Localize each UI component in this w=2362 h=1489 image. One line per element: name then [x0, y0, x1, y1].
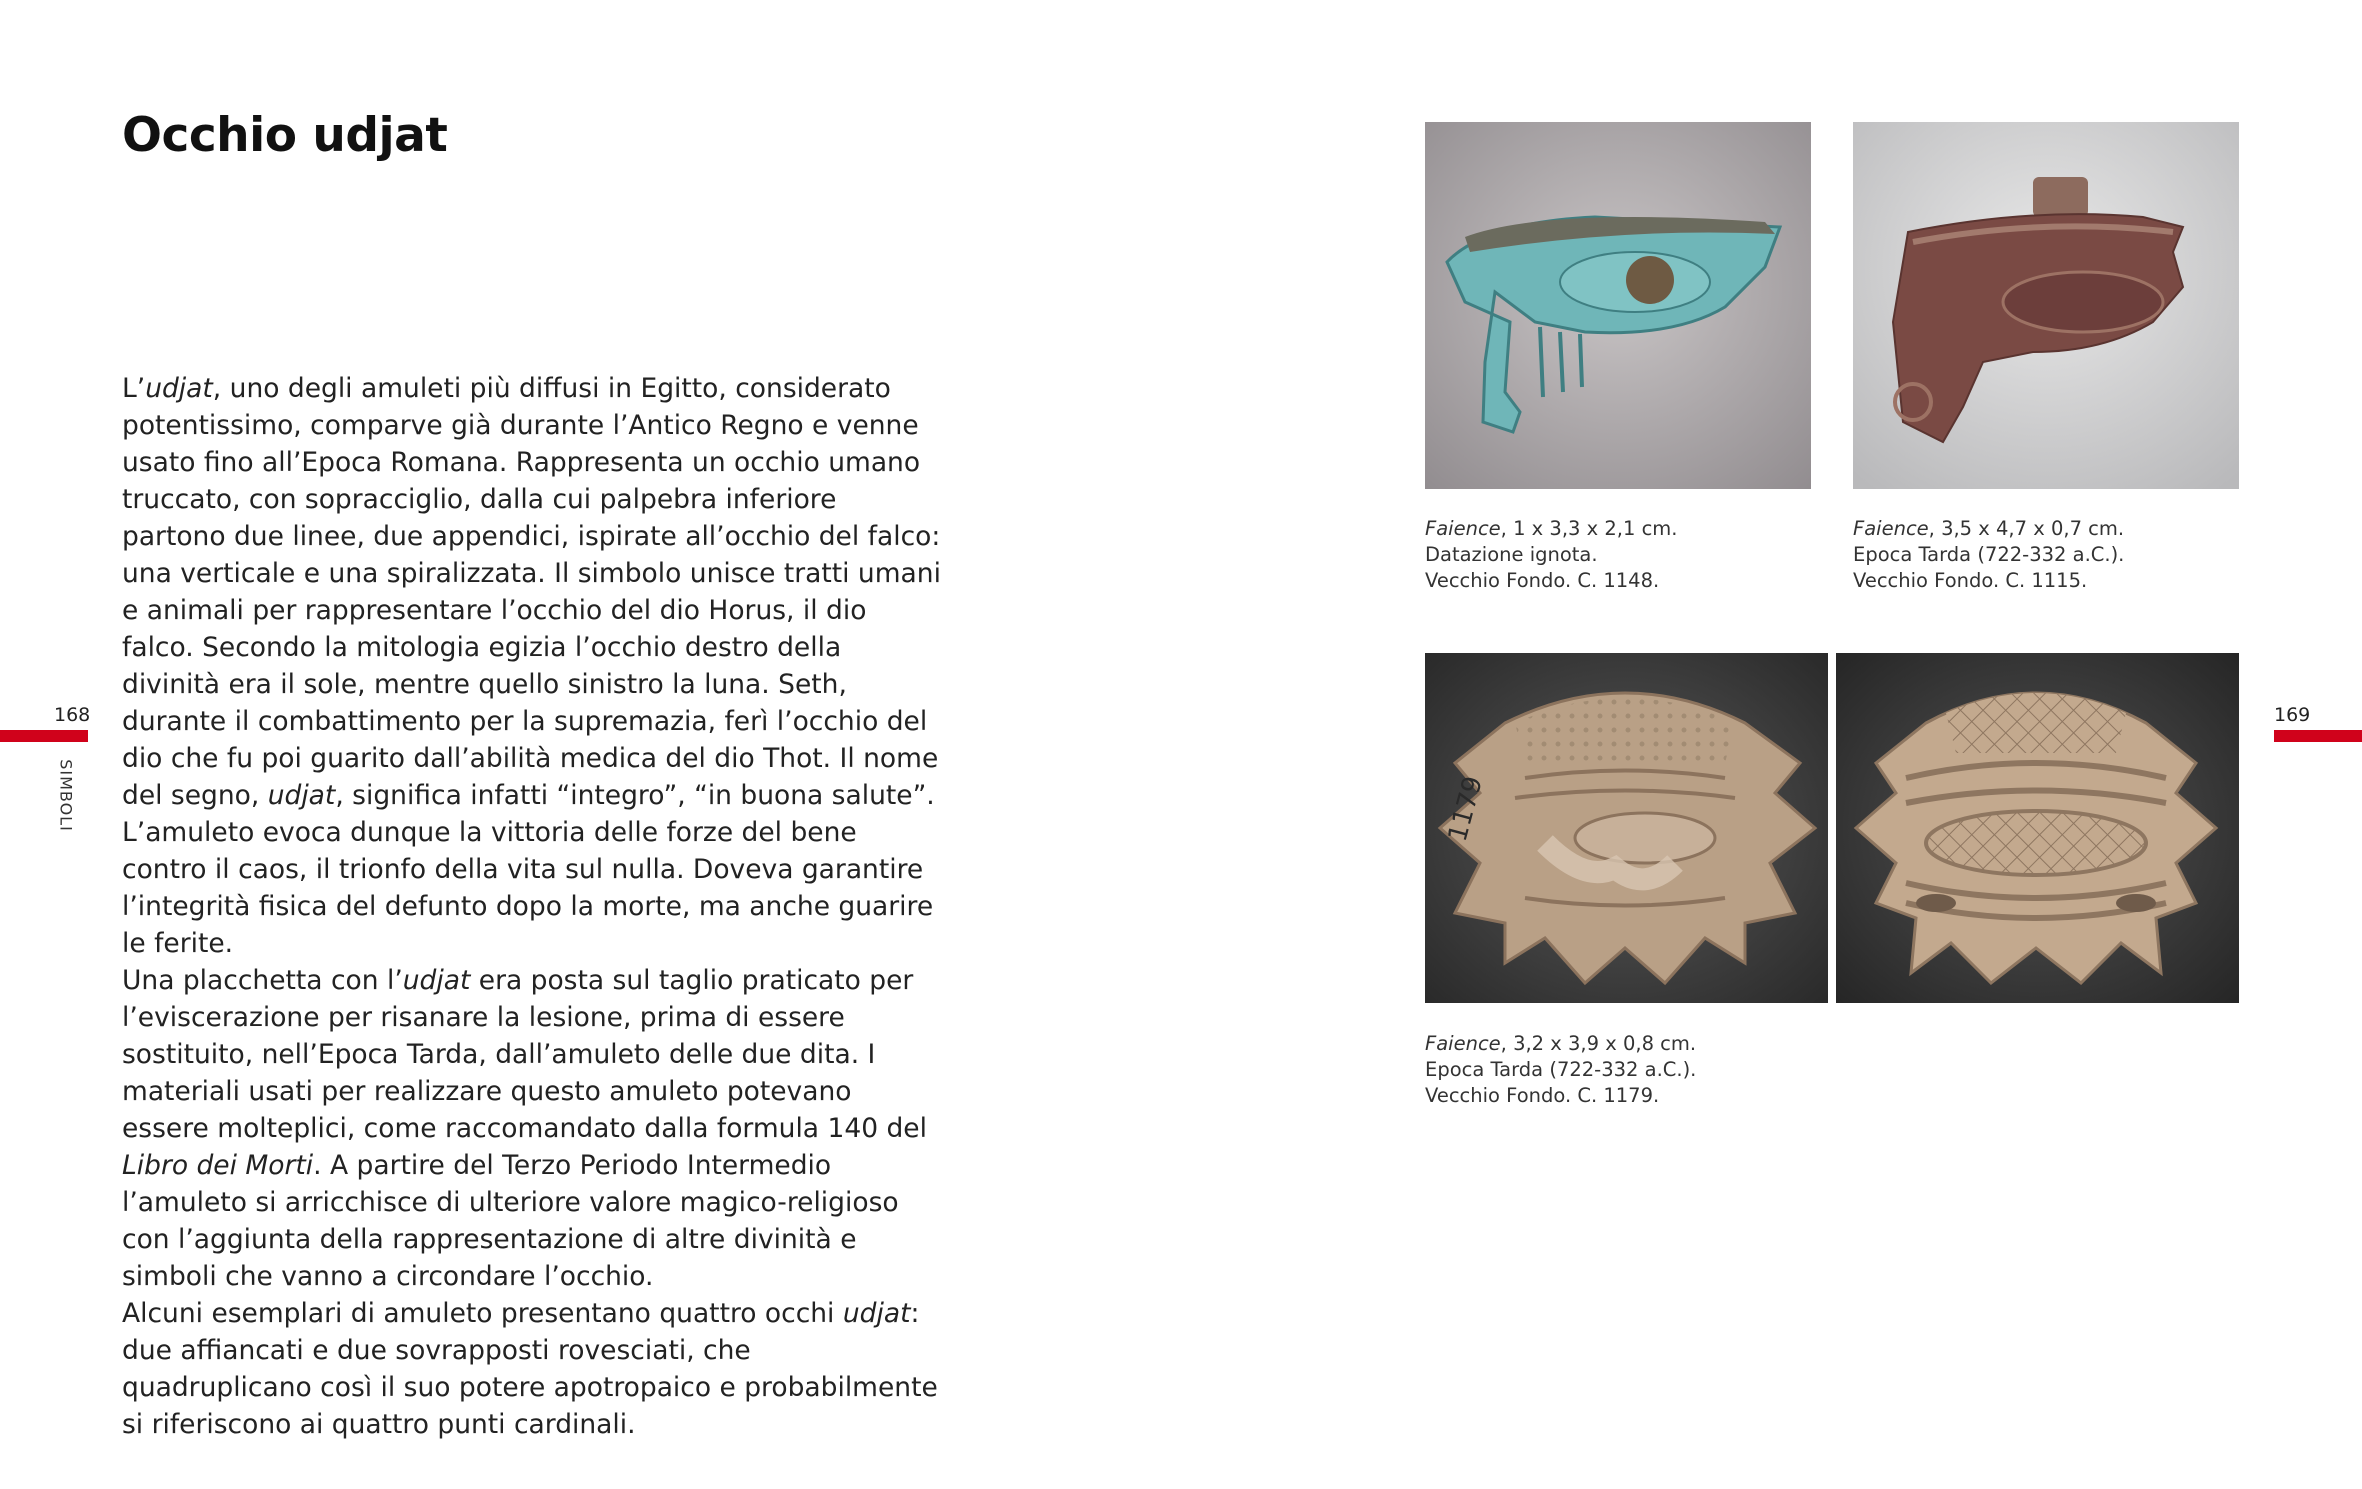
caption-line: [1425, 1057, 1696, 1083]
page-title: Occhio udjat: [122, 108, 448, 163]
page-marker-left: [0, 730, 88, 742]
page-marker-right: [2274, 730, 2362, 742]
body-paragraph: [122, 1295, 942, 1443]
caption-line: [1425, 516, 1678, 542]
photo-caption: [1425, 1031, 1696, 1109]
svg-text:1179: 1179: [1442, 773, 1489, 845]
italic-term: udjat: [267, 780, 336, 811]
text-run: . A partire del Terzo Periodo Intermedio l’amuleto si arricchisce di ulteriore valore magico-religioso con l’aggiunta della rappresentazione di altre divinità e simboli che vanno a circondare l’occhio.: [122, 1150, 899, 1292]
text-run: , uno degli amuleti più diffusi in Egitto, considerato potentissimo, comparve già durante l’Antico Regno e venne usato fino all’Epoca Romana. Rappresenta un occhio umano truccato, con sopracciglio, dalla cui palpebra inferiore partono due linee, due appendici, ispirate all’occhio del falco: una verticale e una spiralizzata. Il simbolo unisce tratti umani e animali per rappresentare l’occhio del dio Horus, il dio falco. Secondo la mitologia egizia l’occhio destro della divinità era il sole, mentre quello sinistro la luna. Seth, durante il combattimento per la supremazia, ferì l’occhio del dio che fu poi guarito dall’abilità medica del dio Thot. Il nome del segno,: [122, 373, 941, 811]
caption-text: Epoca Tarda (722-332 a.C.).: [1853, 543, 2125, 566]
caption-line: [1425, 1083, 1696, 1109]
italic-term: udjat: [842, 1298, 911, 1329]
photo-plaque-udjat-front: [1425, 653, 1828, 1003]
caption-line: [1853, 568, 2124, 594]
caption-text: Datazione ignota.: [1425, 543, 1598, 566]
italic-term: Libro dei Morti: [122, 1150, 314, 1181]
caption-text: Vecchio Fondo. C. 1115.: [1853, 569, 2088, 592]
caption-text: , 3,5 x 4,7 x 0,7 cm.: [1928, 517, 2125, 540]
text-run: L’: [122, 373, 146, 404]
caption-line: [1853, 542, 2124, 568]
caption-line: [1425, 542, 1678, 568]
caption-line: [1853, 516, 2124, 542]
body-text: [122, 370, 942, 1443]
caption-text: , 3,2 x 3,9 x 0,8 cm.: [1500, 1032, 1697, 1055]
caption-text: Epoca Tarda (722-332 a.C.).: [1425, 1058, 1697, 1081]
text-run: Una placchetta con l’: [122, 965, 403, 996]
caption-material: Faience: [1425, 1032, 1501, 1055]
text-run: : due affiancati e due sovrapposti rovesciati, che quadruplicano così il suo potere apotropaico e probabilmente si riferiscono ai quattro punti cardinali.: [122, 1298, 938, 1440]
italic-term: udjat: [145, 373, 213, 404]
text-run: Alcuni esemplari di amuleto presentano quattro occhi: [122, 1298, 843, 1329]
photo-caption: [1425, 516, 1678, 594]
photo-brown-udjat-amulet: [1853, 122, 2239, 489]
photo-plaque-udjat-back: [1836, 653, 2239, 1003]
photo-caption: [1853, 516, 2124, 594]
caption-material: Faience: [1425, 517, 1501, 540]
section-label: SIMBOLI: [56, 759, 76, 832]
text-run: era posta sul taglio praticato per l’eviscerazione per risanare la lesione, prima di essere sostituito, nell’Epoca Tarda, dall’amuleto delle due dita. I materiali usati per realizzare questo amuleto potevano essere molteplici, come raccomandato dalla formula 140 del: [122, 965, 927, 1144]
text-run: , significa infatti “integro”, “in buona salute”. L’amuleto evoca dunque la vittoria delle forze del bene contro il caos, il trionfo della vita sul nulla. Doveva garantire l’integrità fisica del defunto dopo la morte, ma anche guarire le ferite.: [122, 780, 935, 959]
page-number-left: 168: [54, 704, 91, 726]
body-paragraph: [122, 962, 942, 1295]
caption-line: [1425, 1031, 1696, 1057]
italic-term: udjat: [402, 965, 471, 996]
caption-text: , 1 x 3,3 x 2,1 cm.: [1500, 517, 1678, 540]
photo-turquoise-udjat-amulet: [1425, 122, 1811, 489]
caption-text: Vecchio Fondo. C. 1148.: [1425, 569, 1660, 592]
caption-text: Vecchio Fondo. C. 1179.: [1425, 1084, 1660, 1107]
page-number-right: 169: [2274, 704, 2311, 726]
caption-line: [1425, 568, 1678, 594]
body-paragraph: [122, 370, 942, 962]
caption-material: Faience: [1853, 517, 1929, 540]
